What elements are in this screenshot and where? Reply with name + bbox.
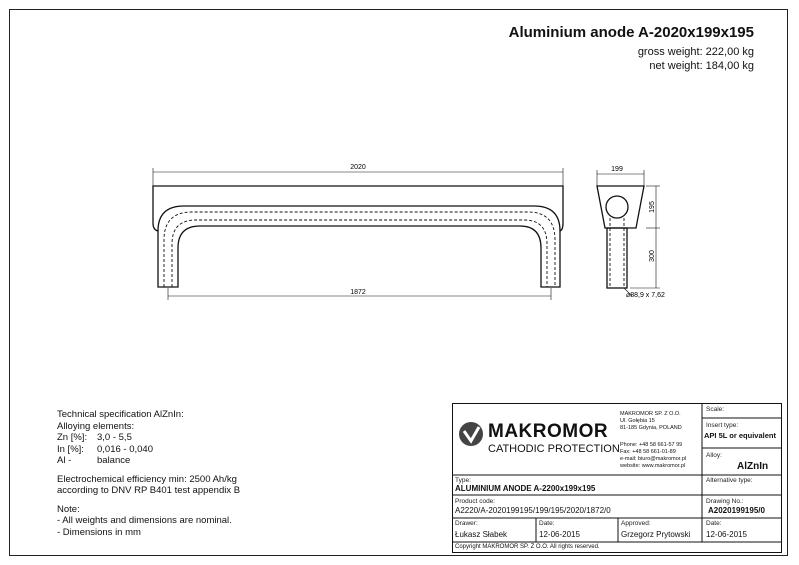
alloy-label: Alloy:: [706, 452, 722, 459]
date2-label: Date:: [706, 520, 722, 527]
dim-1872: 1872: [350, 289, 366, 296]
insert-value: API 5L or equivalent: [704, 431, 776, 440]
type-label: Type:: [455, 477, 471, 484]
drawing-title: Aluminium anode A-2020x199x195: [508, 24, 754, 41]
dim-2020: 2020: [350, 164, 366, 171]
email: e-mail: biuro@makromor.pl: [620, 456, 687, 462]
product-code-label: Product code:: [455, 498, 496, 505]
approved-value: Grzegorz Prytowski: [621, 530, 691, 539]
fax: Fax: +48 58 661-01-89: [620, 449, 676, 455]
drawing-no-value: A2020199195/0: [708, 506, 765, 515]
website: website: www.makromor.pl: [620, 463, 686, 469]
in-value: 0,016 - 0,040: [97, 443, 153, 455]
dim-199: 199: [611, 166, 623, 173]
company-tagline: CATHODIC PROTECTION: [488, 443, 620, 455]
note-heading: Note:: [57, 503, 80, 515]
address-line: Ul. Gołębia 15: [620, 418, 655, 424]
gross-weight: gross weight: 222,00 kg: [637, 46, 754, 58]
address-line: MAKROMOR SP. Z O.O.: [620, 411, 681, 417]
product-code-value: A2220/A-2020199195/199/195/2020/1872/0: [455, 506, 611, 515]
al-label: Al -: [57, 455, 72, 466]
spec-in-row: [57, 444, 240, 456]
phone: Phone: +48 58 661-57 99: [620, 442, 683, 448]
spec-efficiency-1: Electrochemical efficiency min: 2500 Ah/kg: [57, 473, 237, 485]
approved-label: Approved:: [621, 520, 651, 527]
copyright: Copyright MAKROMOR SP. Z O.O. All rights reserved.: [455, 544, 600, 550]
insert-label: Insert type:: [706, 422, 739, 429]
technical-specification: [57, 409, 240, 538]
zn-value: 3,0 - 5,5: [97, 432, 132, 443]
spec-efficiency-2: according to DNV RP B401 test appendix B: [57, 485, 241, 496]
title-block: [452, 403, 782, 553]
spec-zn-row: [57, 432, 240, 444]
dim-300: 300: [649, 250, 656, 262]
drawer-label: Drawer:: [455, 520, 478, 527]
drawing-no-label: Drawing No.:: [706, 498, 744, 505]
date2-value: 12-06-2015: [706, 530, 747, 539]
makromor-logo-icon: [458, 421, 484, 447]
spec-alloying: Alloying elements:: [57, 420, 135, 432]
in-label: In [%]:: [57, 443, 84, 455]
spec-al-row: [57, 455, 240, 467]
core-hidden-line: [164, 212, 555, 287]
alloy-value: AlZnIn: [737, 461, 769, 472]
drawer-value: Łukasz Słabek: [455, 530, 508, 539]
date1-label: Date:: [539, 520, 555, 527]
spec-heading: Technical specification AlZnIn:: [57, 409, 184, 420]
side-view-outline: [597, 186, 644, 228]
dim-195: 195: [649, 201, 656, 213]
company-logo-text: MAKROMOR: [488, 421, 609, 442]
type-value: ALUMINIUM ANODE A-2200x199x195: [455, 484, 596, 493]
company-address: [620, 411, 686, 470]
note-1: - All weights and dimensions are nominal.: [57, 515, 232, 526]
address-line: 81-185 Gdynia, POLAND: [620, 425, 682, 431]
dim-tube: ⌀88,9 x 7,62: [626, 292, 665, 299]
net-weight: net weight: 184,00 kg: [649, 60, 754, 72]
note-2: - Dimensions in mm: [57, 526, 141, 538]
zn-label: Zn [%]:: [57, 432, 88, 443]
date1-value: 12-06-2015: [539, 530, 580, 539]
scale-label: Scale:: [706, 406, 725, 413]
al-value: balance: [97, 455, 131, 466]
alt-type-label: Alternative type:: [706, 477, 753, 484]
anode-outline: [153, 186, 563, 287]
